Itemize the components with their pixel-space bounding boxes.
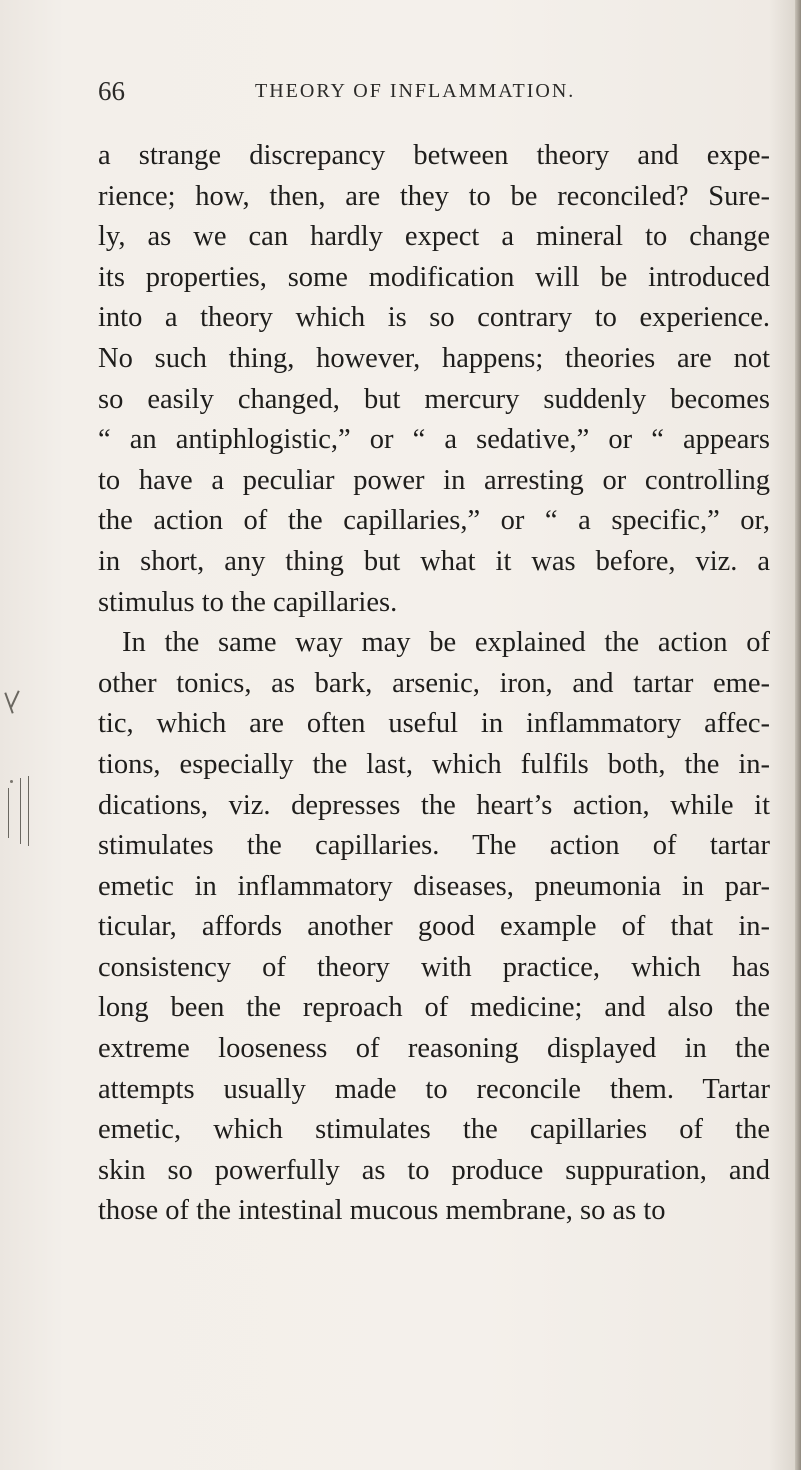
- text-line: emetic in inflammatory diseases, pneumonia in par-: [98, 870, 770, 902]
- text-line: extreme looseness of reasoning displayed in the: [98, 1033, 770, 1065]
- text-line: skin so powerfully as to produce suppuration, and: [98, 1154, 770, 1186]
- body-text: [98, 136, 770, 1232]
- text-line: emetic, which stimulates the capillaries of the: [98, 1114, 770, 1146]
- text-line: long been the reproach of medicine; and also the: [98, 992, 770, 1024]
- text-line: its properties, some modification will be introduced: [98, 261, 770, 293]
- text-line: tic, which are often useful in inflammatory affec-: [98, 708, 770, 740]
- text-line: In the same way may be explained the action of: [122, 627, 770, 659]
- text-line: ly, as we can hardly expect a mineral to change: [98, 221, 770, 253]
- text-line: so easily changed, but mercury suddenly becomes: [98, 383, 770, 415]
- running-head: THEORY OF INFLAMMATION.: [255, 80, 576, 102]
- margin-pencil-marks: [0, 680, 60, 840]
- text-line: consistency of theory with practice, which has: [98, 951, 770, 983]
- page-edge: [795, 0, 801, 1470]
- text-line: in short, any thing but what it was before, viz. a: [98, 545, 770, 577]
- text-line: dications, viz. depresses the heart’s action, while it: [98, 789, 770, 821]
- text-line: stimulus to the capillaries.: [98, 586, 398, 618]
- text-line: No such thing, however, happens; theories are not: [98, 342, 770, 374]
- page-number: 66: [98, 76, 125, 106]
- text-line: those of the intestinal mucous membrane, so as to: [98, 1195, 666, 1227]
- text-line: other tonics, as bark, arsenic, iron, and tartar eme-: [98, 667, 770, 699]
- paragraph-2: [98, 623, 770, 1232]
- text-line: ticular, affords another good example of that in-: [98, 911, 770, 943]
- text-line: tions, especially the last, which fulfils both, the in-: [98, 748, 770, 780]
- paragraph-1: [98, 136, 770, 623]
- text-line: “ an antiphlogistic,” or “ a sedative,” or “ appears: [98, 424, 770, 456]
- text-line: stimulates the capillaries. The action of tartar: [98, 830, 770, 862]
- text-line: a strange discrepancy between theory and expe-: [98, 140, 770, 171]
- text-line: to have a peculiar power in arresting or controlling: [98, 464, 770, 496]
- text-line: attempts usually made to reconcile them. Tartar: [98, 1073, 770, 1105]
- text-line: the action of the capillaries,” or “ a specific,” or,: [98, 505, 770, 537]
- text-line: into a theory which is so contrary to experience.: [98, 302, 770, 334]
- page-header: [98, 76, 770, 116]
- text-line: rience; how, then, are they to be reconciled? Sure-: [98, 180, 770, 212]
